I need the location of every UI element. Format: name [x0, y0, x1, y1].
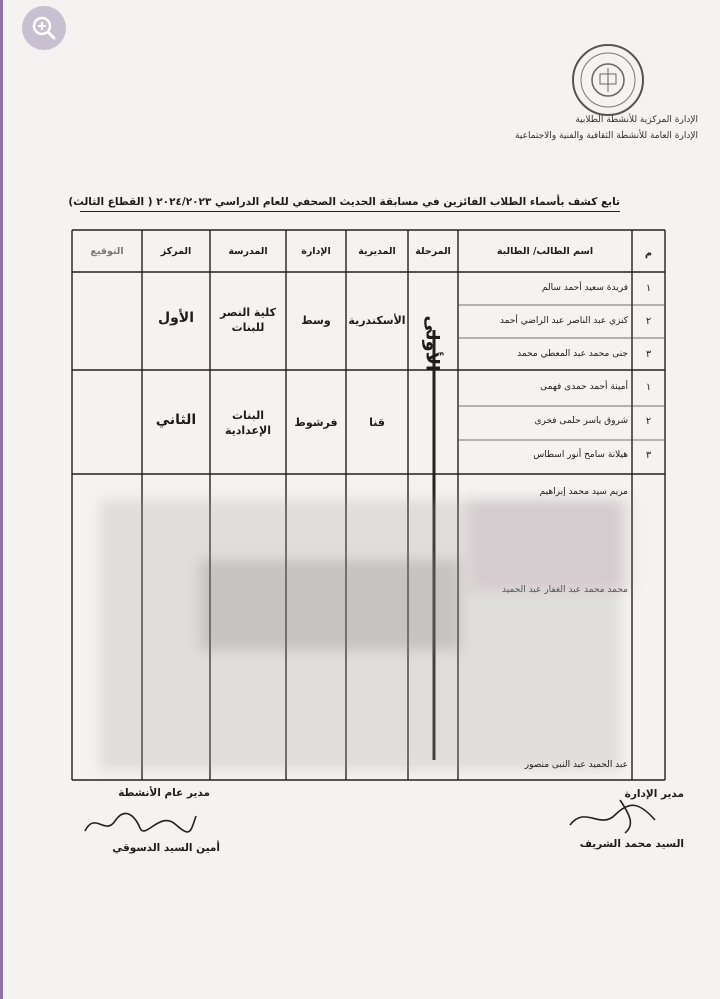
col-header-rank: المركز [160, 246, 192, 257]
directorate-cell: الأسكندرية [348, 314, 406, 327]
row-number: ٣ [645, 450, 652, 461]
right-signature-name: السيد محمد الشريف [579, 838, 684, 850]
school-cell: البنات الإعدادية [224, 409, 272, 437]
col-header-name: اسم الطالب/ الطالبة [496, 246, 594, 257]
header-line-1: الإدارة المركزية للأنشطة الطلابية [575, 115, 698, 125]
col-header-directorate: المديرية [358, 246, 396, 257]
col-header-no: م [645, 248, 652, 259]
right-signature-title: مدير الإدارة [624, 788, 684, 800]
rank-cell: الأول [157, 310, 195, 326]
student-name: أمينة أحمد حمدى فهمى [540, 382, 628, 392]
student-name: فريدة سعيد أحمد سالم [541, 283, 628, 293]
stage-cell: الأولى [421, 315, 443, 372]
row-number: ٢ [645, 416, 652, 427]
handwritten-signature-left [80, 806, 200, 842]
left-signature-name: أمين السيد الدسوقي [112, 842, 220, 854]
faded-area [470, 500, 630, 590]
administration-cell: وسط [301, 314, 331, 327]
student-name: محمد محمد عبد الغفار عبد الحميد [502, 585, 628, 595]
student-name: جنى محمد عبد المعطي محمد [517, 349, 628, 359]
left-signature-title: مدير عام الأنشطة [118, 787, 210, 799]
administration-cell: فرشوط [294, 416, 338, 429]
student-name: شروق ياسر حلمى فخرى [534, 416, 628, 426]
directorate-cell: قنا [369, 416, 385, 429]
row-number: ٢ [645, 316, 652, 327]
header-line-2: الإدارة العامة للأنشطة الثقافية والفنية والاجتماعية [515, 131, 698, 141]
school-cell: كلية النصر للبنات [220, 306, 276, 334]
student-name: كنزي عبد الناصر عبد الراضي أحمد [499, 316, 628, 326]
left-signature-block [70, 787, 210, 799]
student-name: مريم سيد محمد إبراهيم [539, 487, 628, 497]
handwritten-signature-right [560, 795, 670, 835]
row-number: ٣ [645, 349, 652, 360]
rank-cell: الثاني [155, 412, 197, 428]
col-header-school: المدرسة [228, 246, 268, 257]
faded-area [200, 560, 460, 650]
col-header-sign: التوقيع [90, 246, 124, 257]
student-name: عبد الحميد عبد النبى منصور [524, 760, 628, 770]
col-header-stage: المرحلة [415, 246, 451, 257]
document-title: تابع كشف بأسماء الطلاب الفائزين في مسابقة الحديث الصحفي للعام الدراسي ٢٠٢٤/٢٠٢٣ ( القطاع الثالث) [80, 196, 620, 212]
row-number: ١ [645, 382, 652, 393]
col-header-administration: الإدارة [301, 246, 331, 257]
student-name: هيلانة سامح أنور اسطاس [533, 450, 628, 460]
row-number: ١ [645, 283, 652, 294]
